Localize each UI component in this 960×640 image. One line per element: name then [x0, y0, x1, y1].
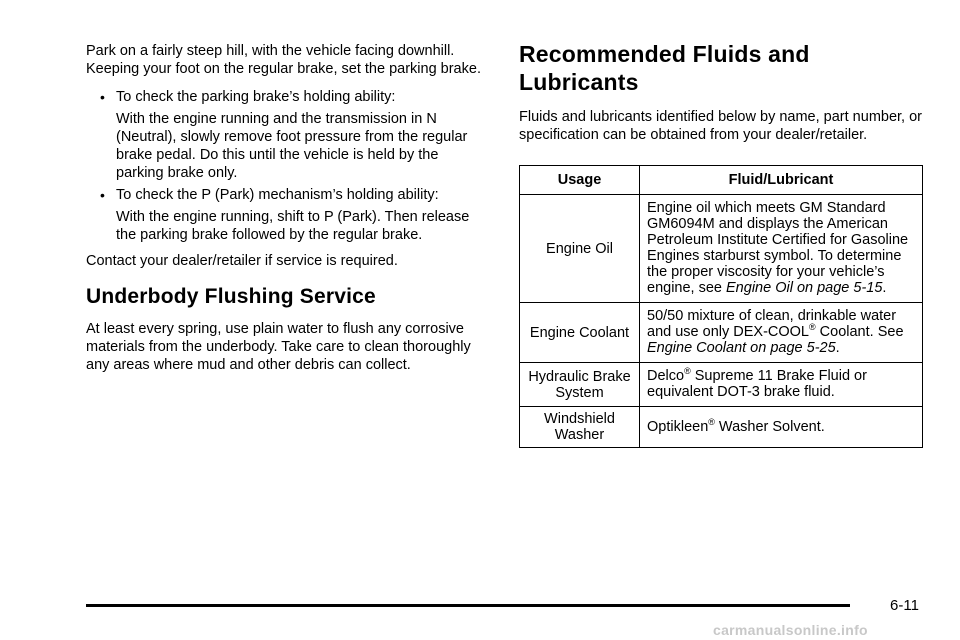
- bullet-glyph: •: [100, 187, 105, 203]
- bullet-body: With the engine running, shift to P (Park). Then release the parking brake followed by the regular brake.: [116, 209, 470, 243]
- page-reference-link[interactable]: Engine Oil on page 5-15: [726, 280, 883, 296]
- registered-mark: ®: [708, 416, 715, 427]
- fluid-text-end: .: [882, 280, 887, 296]
- fluids-table: [519, 165, 923, 448]
- page-reference-link[interactable]: Engine Coolant on page 5-25: [647, 340, 836, 356]
- usage-cell: Engine Coolant: [520, 303, 640, 363]
- fluid-text: Coolant. See: [815, 324, 904, 340]
- parking-brake-intro: Park on a fairly steep hill, with the vehicle facing downhill. Keeping your foot on the regular brake, set the parking brake.: [86, 43, 481, 77]
- footer-rule: [86, 604, 850, 607]
- bullet-lead: To check the parking brake’s holding ability:: [116, 89, 396, 105]
- fluid-cell: [640, 195, 923, 303]
- fluid-text: Engine oil which meets GM Standard GM6094M and displays the American Petroleum Institute Certified for Gasoline Engines starburst symbol. To determine the proper viscosity for your vehicle’s engine, see: [647, 200, 909, 296]
- underbody-flushing-body: At least every spring, use plain water to flush any corrosive materials from the underbody. Take care to clean thoroughly any areas where mud and other debris can collect.: [86, 321, 471, 373]
- bullet-body: With the engine running and the transmission in N (Neutral), slowly remove foot pressure from the regular brake pedal. Do this until the vehicle is held by the parking brake only.: [116, 111, 468, 181]
- usage-cell: [520, 363, 640, 407]
- usage-cell: Engine Oil: [520, 195, 640, 303]
- registered-mark: ®: [809, 322, 816, 333]
- header-usage: Usage: [520, 166, 640, 195]
- section-title-underbody-flushing: Underbody Flushing Service: [86, 285, 376, 308]
- fluid-cell: [640, 303, 923, 363]
- table-row: [520, 195, 923, 303]
- header-fluid-lubricant: Fluid/Lubricant: [640, 166, 923, 195]
- page-number: 6-11: [890, 597, 919, 614]
- table-row: [520, 407, 923, 448]
- bullet-glyph: •: [100, 89, 105, 105]
- bullet-item: [86, 88, 488, 182]
- bullet-lead: To check the P (Park) mechanism’s holding ability:: [116, 187, 439, 203]
- fluid-text: Optikleen: [647, 418, 709, 435]
- watermark-text: carmanualsonline.info: [713, 622, 868, 638]
- table-row: [520, 303, 923, 363]
- usage-line: Hydraulic Brake: [528, 368, 631, 385]
- fluid-text: 50/50 mixture of clean, drinkable water and use only DEX-COOL: [647, 308, 897, 340]
- title-line-1: Recommended Fluids and: [519, 41, 810, 67]
- title-line-2: Lubricants: [519, 69, 639, 95]
- usage-cell: [520, 407, 640, 448]
- registered-mark: ®: [684, 366, 691, 377]
- fluid-cell: [640, 363, 923, 407]
- bullet-item: [86, 186, 488, 244]
- fluids-intro: Fluids and lubricants identified below by name, part number, or specification can be obtained from your dealer/retailer.: [519, 109, 922, 143]
- fluid-text: Supreme 11 Brake Fluid or equivalent DOT-3 brake fluid.: [647, 368, 867, 400]
- fluid-text-end: .: [835, 340, 840, 356]
- section-title-recommended-fluids: [519, 40, 924, 96]
- fluid-text: Washer Solvent.: [714, 418, 825, 435]
- table-row: [520, 363, 923, 407]
- table-header-row: [520, 166, 923, 195]
- usage-line: Windshield: [544, 411, 615, 427]
- right-column: [519, 40, 924, 448]
- contact-dealer-text: Contact your dealer/retailer if service is required.: [86, 253, 398, 269]
- fluid-text: Delco: [647, 368, 685, 384]
- usage-line: System: [555, 384, 604, 401]
- fluid-cell: [640, 407, 923, 448]
- left-column: [86, 42, 488, 374]
- usage-line: Washer: [554, 427, 605, 443]
